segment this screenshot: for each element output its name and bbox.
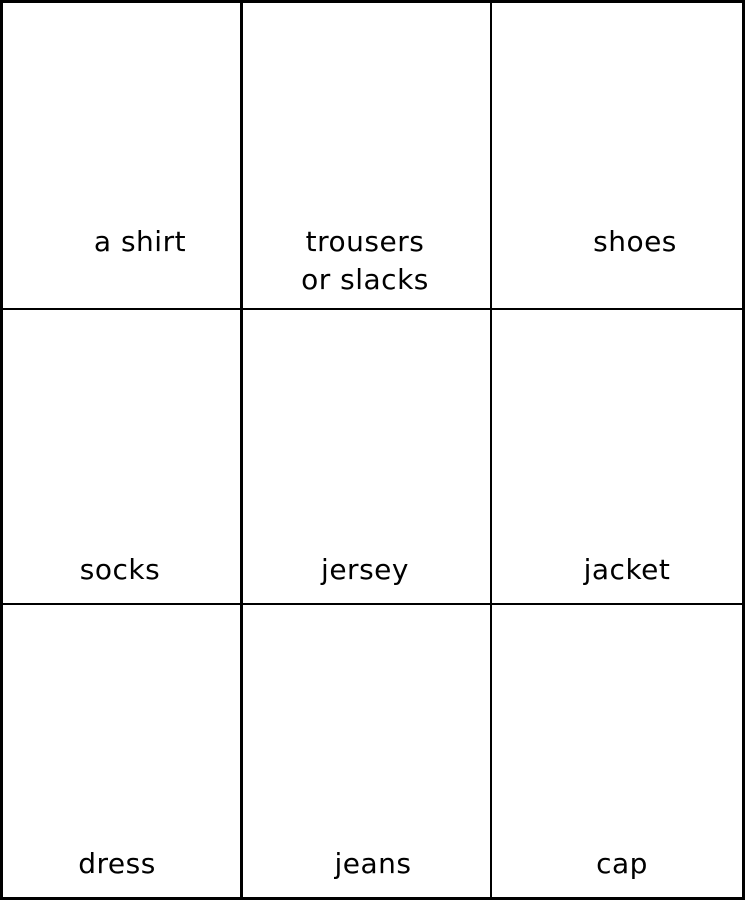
card-label-line: jersey bbox=[321, 553, 409, 586]
card-label-line: jeans bbox=[334, 847, 412, 880]
card-label-socks bbox=[20, 551, 220, 589]
card-label-line: shoes bbox=[593, 225, 677, 258]
card-label-shoes bbox=[535, 223, 735, 261]
card-label-jeans bbox=[273, 845, 473, 883]
card-label-trousers bbox=[265, 223, 465, 299]
card-label-line: dress bbox=[78, 847, 156, 880]
card-label-line: cap bbox=[596, 847, 648, 880]
card-label-line: jacket bbox=[583, 553, 671, 586]
card-shoes bbox=[492, 3, 742, 308]
card-label-jersey bbox=[265, 551, 465, 589]
grid-line-bottom bbox=[0, 897, 745, 900]
card-label-cap bbox=[522, 845, 722, 883]
card-label-jacket bbox=[527, 551, 727, 589]
card-label-dress bbox=[17, 845, 217, 883]
card-label-line: or slacks bbox=[301, 263, 429, 296]
card-label-line: trousers bbox=[305, 225, 425, 258]
card-label-line: socks bbox=[79, 553, 161, 586]
card-shirt bbox=[3, 3, 240, 308]
card-label-shirt bbox=[40, 223, 240, 261]
card-label-line: a shirt bbox=[93, 225, 187, 258]
